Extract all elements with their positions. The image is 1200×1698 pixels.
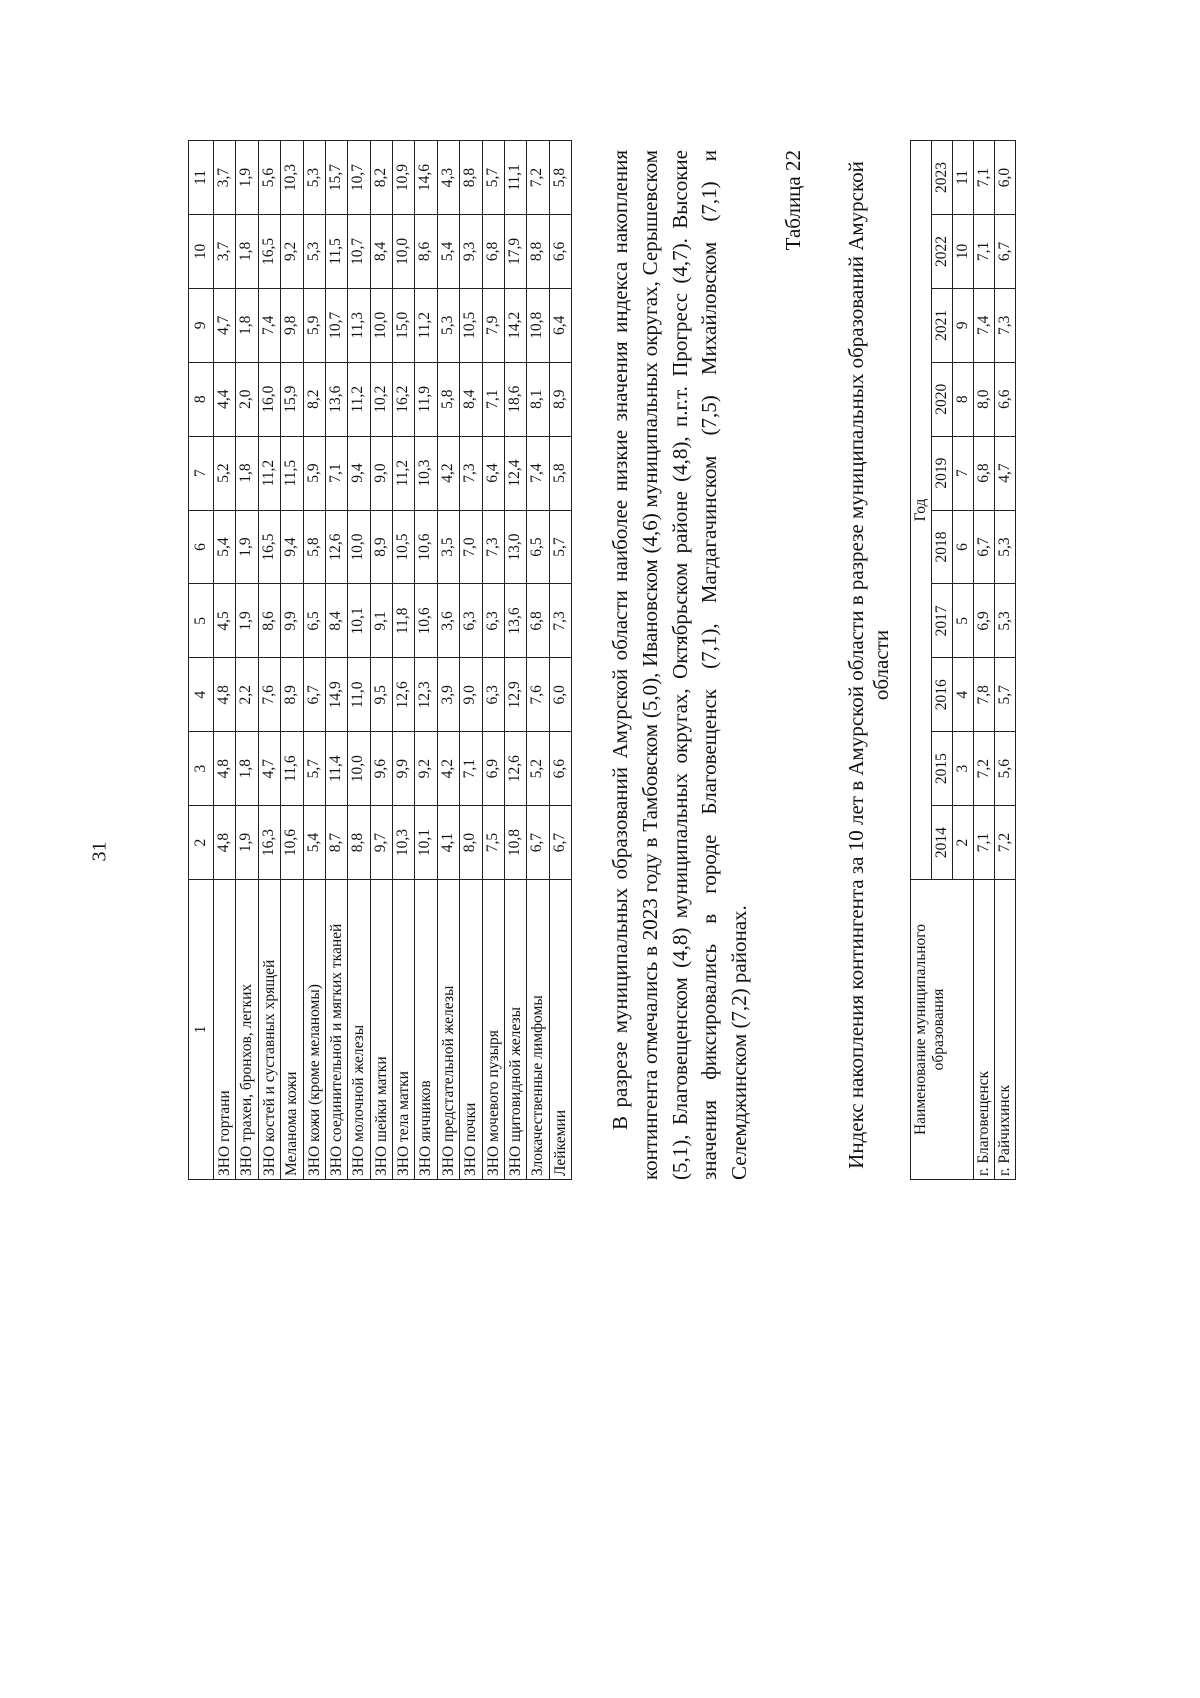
table-cell: 9,8 (281, 288, 303, 362)
table-header-row (911, 141, 932, 1180)
table-cell: 5,6 (995, 732, 1016, 806)
table-cell: 7,3 (460, 436, 482, 510)
table-cell: 6,5 (527, 510, 549, 584)
table-cell: 8,0 (460, 806, 482, 880)
table-cell: 6,6 (549, 732, 571, 806)
table-cell: 15,9 (281, 362, 303, 436)
table-cell: 5,7 (549, 510, 571, 584)
table-row (393, 141, 415, 1180)
table-cell: 5,8 (549, 141, 571, 215)
municipal-index-table (910, 140, 1016, 1180)
table-cell: 8,2 (303, 362, 325, 436)
column-number: 7 (189, 436, 214, 510)
table-cell: 4,3 (437, 141, 459, 215)
column-number: 2 (953, 806, 974, 880)
table-cell: 7,4 (258, 288, 280, 362)
table-cell: 7,3 (482, 510, 504, 584)
column-number: 4 (189, 658, 214, 732)
table-cell: 10,8 (504, 806, 526, 880)
cancer-index-table-body (189, 141, 572, 1180)
table-cell: 15,0 (393, 288, 415, 362)
table-cell: 7,2 (974, 732, 995, 806)
table-cell: 16,5 (258, 214, 280, 288)
table-cell: 10,1 (348, 584, 370, 658)
table-row (995, 141, 1016, 1180)
column-number: 11 (189, 141, 214, 215)
year-header: 2020 (932, 362, 953, 436)
table-cell: 6,6 (995, 362, 1016, 436)
table-cell: 12,9 (504, 658, 526, 732)
table-row (527, 141, 549, 1180)
table-cell: 2,0 (236, 362, 258, 436)
row-label: ЗНО соединительной и мягких тканей (325, 880, 347, 1180)
column-number: 5 (953, 584, 974, 658)
table-cell: 11,2 (348, 362, 370, 436)
column-number: 4 (953, 658, 974, 732)
table-cell: 10,7 (325, 288, 347, 362)
table-cell: 1,9 (236, 584, 258, 658)
row-label: ЗНО трахеи, бронхов, легких (236, 880, 258, 1180)
table-cell: 8,2 (370, 141, 392, 215)
table-cell: 3,7 (214, 214, 236, 288)
table-cell: 4,2 (437, 732, 459, 806)
row-label: ЗНО почки (460, 880, 482, 1180)
table-cell: 6,3 (482, 658, 504, 732)
cancer-index-table (188, 140, 572, 1180)
column-number: 3 (953, 732, 974, 806)
table-cell: 1,9 (236, 141, 258, 215)
table-cell: 10,6 (281, 806, 303, 880)
table-cell: 5,2 (214, 436, 236, 510)
column-number: 6 (953, 510, 974, 584)
table-cell: 6,7 (549, 806, 571, 880)
table-cell: 4,8 (214, 658, 236, 732)
table-row (370, 141, 392, 1180)
table-cell: 10,2 (370, 362, 392, 436)
table-cell: 4,7 (995, 436, 1016, 510)
table-cell: 5,7 (482, 141, 504, 215)
table-cell: 6,5 (303, 584, 325, 658)
table-cell: 6,8 (482, 214, 504, 288)
table-row (236, 141, 258, 1180)
table-cell: 9,0 (370, 436, 392, 510)
municipality-name: г. Райчихинск (995, 880, 1016, 1180)
row-label: ЗНО предстательной железы (437, 880, 459, 1180)
page-number: 31 (88, 841, 111, 862)
table-cell: 9,7 (370, 806, 392, 880)
table-row (482, 141, 504, 1180)
table-cell: 6,3 (460, 584, 482, 658)
year-header: 2023 (932, 141, 953, 215)
table-cell: 7,5 (482, 806, 504, 880)
rotated-page-content (188, 130, 1200, 1180)
table-cell: 7,1 (482, 362, 504, 436)
column-number: 7 (953, 436, 974, 510)
table-cell: 5,3 (303, 214, 325, 288)
table-cell: 10,5 (460, 288, 482, 362)
column-number: 10 (189, 214, 214, 288)
table-cell: 1,8 (236, 732, 258, 806)
column-number: 6 (189, 510, 214, 584)
table-cell: 8,0 (974, 362, 995, 436)
table-cell: 1,8 (236, 288, 258, 362)
row-label: ЗНО костей и суставных хрящей (258, 880, 280, 1180)
table-cell: 11,2 (415, 288, 437, 362)
table-cell: 9,4 (281, 510, 303, 584)
table-row (325, 141, 347, 1180)
table-cell: 11,2 (393, 436, 415, 510)
table-cell: 6,0 (995, 141, 1016, 215)
table-cell: 7,0 (460, 510, 482, 584)
year-header: 2016 (932, 658, 953, 732)
table-title: Индекс накопления контингента за 10 лет в Амурской области в разрезе муниципальных образований Амурской области (844, 161, 894, 1169)
table-cell: 11,9 (415, 362, 437, 436)
table-cell: 7,6 (258, 658, 280, 732)
column-number: 1 (189, 880, 214, 1180)
table-cell: 9,3 (460, 214, 482, 288)
year-header: 2014 (932, 806, 953, 880)
row-label: ЗНО тела матки (393, 880, 415, 1180)
table-cell: 8,8 (460, 141, 482, 215)
column-number: 10 (953, 214, 974, 288)
municipal-index-table-body (911, 141, 1016, 1180)
table-cell: 9,6 (370, 732, 392, 806)
table-cell: 10,0 (348, 510, 370, 584)
table-cell: 8,1 (527, 362, 549, 436)
table-cell: 9,1 (370, 584, 392, 658)
municipality-header: Наименование муниципального образования (911, 880, 974, 1180)
table-cell: 5,3 (995, 584, 1016, 658)
table-cell: 9,9 (393, 732, 415, 806)
table-cell: 5,2 (527, 732, 549, 806)
table-cell: 11,5 (325, 214, 347, 288)
year-header: 2022 (932, 214, 953, 288)
table-cell: 8,8 (527, 214, 549, 288)
table-cell: 10,6 (415, 510, 437, 584)
column-number: 5 (189, 584, 214, 658)
table-row (549, 141, 571, 1180)
row-label: ЗНО яичников (415, 880, 437, 1180)
table-cell: 4,2 (437, 436, 459, 510)
table-cell: 5,9 (303, 436, 325, 510)
body-text (606, 150, 755, 1180)
table-cell: 16,2 (393, 362, 415, 436)
paragraph: В разрезе муниципальных образований Амурской области наиболее низкие значения индекса накопления контингента отмечались в 2023 году в Тамбовском (5,0), Ивановском (4,6) муниципальных округах, Серышевском (5,1), Благовещенском (4,8) муниципальных округах, Октябрьском районе (4,8), п.г.т. Прогресс (4,7). Высокие значения фиксировались в городе Благовещенск (7,1), Магдагачинском (7,5) Михайловском (7,1) и Селемджинском (7,2) районах. (608, 150, 752, 1180)
row-label: ЗНО мочевого пузыря (482, 880, 504, 1180)
table-cell: 10,0 (348, 732, 370, 806)
table-cell: 10,7 (348, 141, 370, 215)
column-number: 8 (953, 362, 974, 436)
table-header-row (189, 141, 214, 1180)
table-cell: 10,3 (415, 436, 437, 510)
table-cell: 8,4 (325, 584, 347, 658)
table-cell: 10,9 (393, 141, 415, 215)
table-cell: 5,4 (437, 214, 459, 288)
table-cell: 6,4 (482, 436, 504, 510)
table-cell: 9,2 (415, 732, 437, 806)
table-label: Таблица 22 (781, 150, 806, 251)
table-cell: 5,8 (549, 436, 571, 510)
table-cell: 8,7 (325, 806, 347, 880)
table-cell: 3,6 (437, 584, 459, 658)
table-row (437, 141, 459, 1180)
column-number: 11 (953, 141, 974, 215)
table-cell: 16,5 (258, 510, 280, 584)
table-cell: 7,1 (974, 214, 995, 288)
table-cell: 11,1 (504, 141, 526, 215)
table-row (258, 141, 280, 1180)
table-cell: 11,6 (281, 732, 303, 806)
table-cell: 14,9 (325, 658, 347, 732)
table-cell: 7,2 (995, 806, 1016, 880)
table-row (460, 141, 482, 1180)
table-cell: 7,1 (325, 436, 347, 510)
table-cell: 8,6 (415, 214, 437, 288)
table-cell: 10,3 (393, 806, 415, 880)
table-cell: 9,5 (370, 658, 392, 732)
table-cell: 8,8 (348, 806, 370, 880)
table-cell: 3,5 (437, 510, 459, 584)
table-cell: 7,4 (527, 436, 549, 510)
row-label: ЗНО гортани (214, 880, 236, 1180)
column-number: 3 (189, 732, 214, 806)
table-cell: 5,4 (303, 806, 325, 880)
table-cell: 7,1 (974, 806, 995, 880)
table-cell: 7,1 (460, 732, 482, 806)
table-cell: 1,8 (236, 436, 258, 510)
table-cell: 7,4 (974, 288, 995, 362)
table-cell: 12,3 (415, 658, 437, 732)
table-cell: 9,0 (460, 658, 482, 732)
table-cell: 5,6 (258, 141, 280, 215)
year-header: 2021 (932, 288, 953, 362)
table-cell: 3,9 (437, 658, 459, 732)
table-cell: 12,6 (393, 658, 415, 732)
year-header: 2017 (932, 584, 953, 658)
row-label: ЗНО молочной железы (348, 880, 370, 1180)
table-cell: 1,9 (236, 510, 258, 584)
table-cell: 10,1 (415, 806, 437, 880)
table-cell: 6,6 (549, 214, 571, 288)
table-cell: 7,3 (995, 288, 1016, 362)
table-cell: 8,9 (281, 658, 303, 732)
table-cell: 5,3 (437, 288, 459, 362)
table-cell: 7,8 (974, 658, 995, 732)
table-cell: 12,4 (504, 436, 526, 510)
table-cell: 8,9 (549, 362, 571, 436)
table-cell: 1,9 (236, 806, 258, 880)
table-cell: 6,7 (974, 510, 995, 584)
table-cell: 4,8 (214, 806, 236, 880)
column-number: 9 (953, 288, 974, 362)
table-cell: 15,7 (325, 141, 347, 215)
table-cell: 11,3 (348, 288, 370, 362)
table-cell: 16,3 (258, 806, 280, 880)
row-label: Злокачественные лимфомы (527, 880, 549, 1180)
column-number: 8 (189, 362, 214, 436)
table-cell: 7,9 (482, 288, 504, 362)
table-cell: 7,1 (974, 141, 995, 215)
table-cell: 18,6 (504, 362, 526, 436)
table-cell: 9,9 (281, 584, 303, 658)
table-cell: 10,8 (527, 288, 549, 362)
table-row (214, 141, 236, 1180)
table-cell: 2,2 (236, 658, 258, 732)
year-header: 2019 (932, 436, 953, 510)
table-cell: 5,8 (437, 362, 459, 436)
table-cell: 6,7 (527, 806, 549, 880)
table-cell: 14,6 (415, 141, 437, 215)
table-cell: 1,8 (236, 214, 258, 288)
table-cell: 12,6 (504, 732, 526, 806)
table-cell: 5,4 (214, 510, 236, 584)
table-cell: 6,3 (482, 584, 504, 658)
row-label: ЗНО щитовидной железы (504, 880, 526, 1180)
table-cell: 5,8 (303, 510, 325, 584)
table-cell: 5,9 (303, 288, 325, 362)
table-cell: 11,4 (325, 732, 347, 806)
table-cell: 5,3 (303, 141, 325, 215)
table-cell: 10,3 (281, 141, 303, 215)
row-label: Меланома кожи (281, 880, 303, 1180)
table-cell: 8,9 (370, 510, 392, 584)
table-cell: 5,7 (995, 658, 1016, 732)
table-cell: 14,2 (504, 288, 526, 362)
table-cell: 12,6 (325, 510, 347, 584)
table-cell: 6,8 (527, 584, 549, 658)
table-cell: 8,4 (460, 362, 482, 436)
table-cell: 6,9 (482, 732, 504, 806)
table-cell: 5,3 (995, 510, 1016, 584)
table-cell: 6,8 (974, 436, 995, 510)
table-cell: 4,7 (214, 288, 236, 362)
table-row (504, 141, 526, 1180)
row-label: ЗНО кожи (кроме меланомы) (303, 880, 325, 1180)
year-group-header: Год (911, 141, 932, 880)
table-cell: 6,0 (549, 658, 571, 732)
table-cell: 16,0 (258, 362, 280, 436)
table-cell: 9,2 (281, 214, 303, 288)
table-cell: 10,0 (370, 288, 392, 362)
year-header: 2018 (932, 510, 953, 584)
table-cell: 10,6 (415, 584, 437, 658)
table-cell: 11,8 (393, 584, 415, 658)
table-cell: 4,4 (214, 362, 236, 436)
table-cell: 4,7 (258, 732, 280, 806)
table-cell: 10,0 (393, 214, 415, 288)
table-row (303, 141, 325, 1180)
table-cell: 6,7 (995, 214, 1016, 288)
table-cell: 5,7 (303, 732, 325, 806)
table-row (415, 141, 437, 1180)
table-cell: 6,9 (974, 584, 995, 658)
table-cell: 6,7 (303, 658, 325, 732)
column-number: 2 (189, 806, 214, 880)
table-cell: 4,8 (214, 732, 236, 806)
table-row (348, 141, 370, 1180)
table-cell: 13,0 (504, 510, 526, 584)
column-number: 9 (189, 288, 214, 362)
table-cell: 6,4 (549, 288, 571, 362)
table-cell: 13,6 (504, 584, 526, 658)
table-cell: 11,5 (281, 436, 303, 510)
table-cell: 10,5 (393, 510, 415, 584)
table-cell: 8,4 (370, 214, 392, 288)
table-cell: 13,6 (325, 362, 347, 436)
table-cell: 4,1 (437, 806, 459, 880)
table-cell: 7,6 (527, 658, 549, 732)
table-cell: 10,7 (348, 214, 370, 288)
municipality-name: г. Благовещенск (974, 880, 995, 1180)
table-cell: 7,2 (527, 141, 549, 215)
table-row (281, 141, 303, 1180)
row-label: ЗНО шейки матки (370, 880, 392, 1180)
table-cell: 11,0 (348, 658, 370, 732)
table-cell: 17,9 (504, 214, 526, 288)
table-cell: 4,5 (214, 584, 236, 658)
table-cell: 11,2 (258, 436, 280, 510)
table-row (974, 141, 995, 1180)
table-cell: 9,4 (348, 436, 370, 510)
table-cell: 3,7 (214, 141, 236, 215)
table-cell: 7,3 (549, 584, 571, 658)
table-cell: 8,6 (258, 584, 280, 658)
year-header: 2015 (932, 732, 953, 806)
row-label: Лейкемии (549, 880, 571, 1180)
